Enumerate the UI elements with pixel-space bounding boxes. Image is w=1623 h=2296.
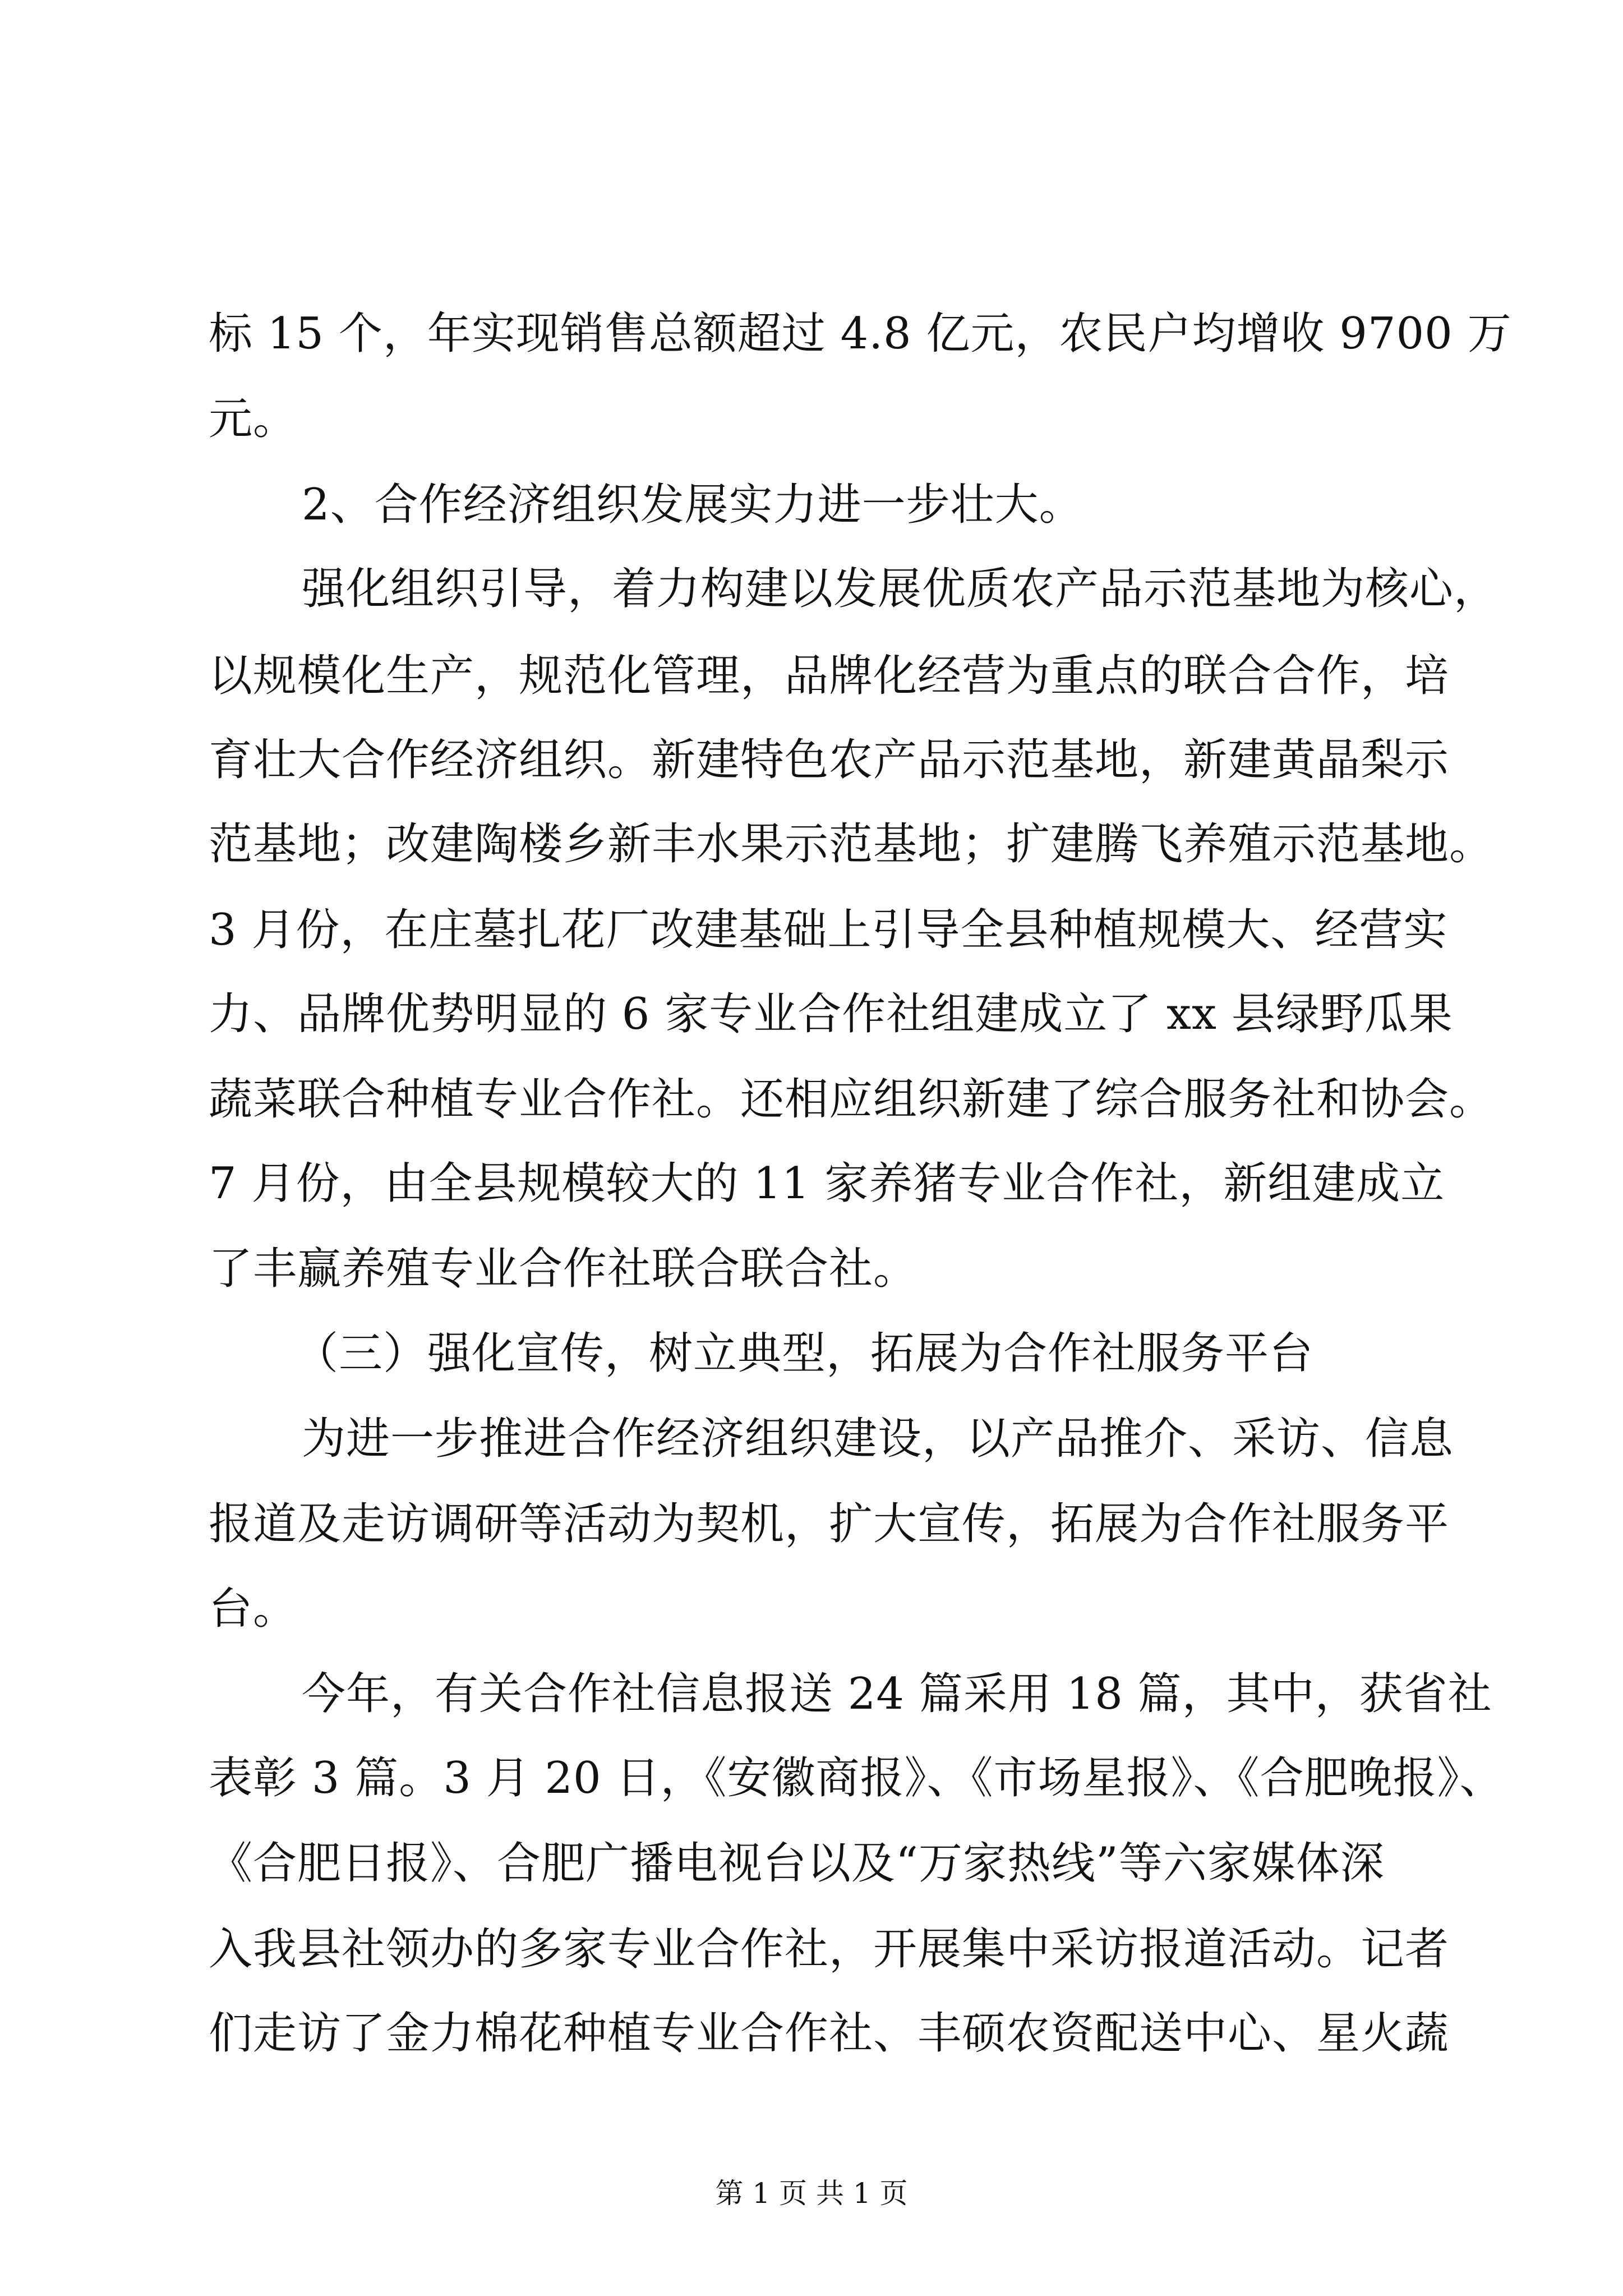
text-line: 表彰 3 篇。3 月 20 日，《安徽商报》、《市场星报》、《合肥晚报》、 (209, 1753, 1504, 1803)
text-line: 7 月份，由全县规模较大的 11 家养猪专业合作社，新组建成立 (209, 1158, 1445, 1209)
text-line: 力、品牌优势明显的 6 家专业合作社组建成立了 xx 县绿野瓜果 (209, 989, 1453, 1039)
text-line: 今年，有关合作社信息报送 24 篇采用 18 篇，其中，获省社 (302, 1669, 1492, 1719)
section-heading: 2、合作经济组织发展实力进一步壮大。 (302, 480, 1083, 530)
text-line: 以规模化生产，规范化管理，品牌化经营为重点的联合合作，培 (209, 651, 1450, 701)
text-line: 范基地；改建陶楼乡新丰水果示范基地；扩建腾飞养殖示范基地。 (209, 819, 1494, 869)
text-line: 3 月份，在庄墓扎花厂改建基础上引导全县种植规模大、经营实 (209, 905, 1448, 955)
text-line: 台。 (209, 1584, 298, 1634)
text-line: 《合肥日报》、合肥广播电视台以及“万家热线”等六家媒体深 (209, 1838, 1385, 1889)
text-line: 入我县社领办的多家专业合作社，开展集中采访报道活动。记者 (209, 1924, 1450, 1975)
text-line: 为进一步推进合作经济组织建设，以产品推介、采访、信息 (302, 1414, 1454, 1464)
section-heading: （三）强化宣传，树立典型，拓展为合作社服务平台 (294, 1328, 1314, 1379)
text-line: 育壮大合作经济组织。新建特色农产品示范基地，新建黄晶梨示 (209, 735, 1450, 785)
page-number-footer: 第 1 页 共 1 页 (715, 2177, 908, 2210)
text-line: 了丰赢养殖专业合作社联合联合社。 (209, 1244, 918, 1294)
text-line: 们走访了金力棉花种植专业合作社、丰硕农资配送中心、星火蔬 (209, 2008, 1450, 2059)
text-line: 报道及走访调研等活动为契机，扩大宣传，拓展为合作社服务平 (209, 1499, 1450, 1549)
text-line: 蔬菜联合种植专业合作社。还相应组织新建了综合服务社和协会。 (209, 1074, 1494, 1125)
text-line: 标 15 个，年实现销售总额超过 4.8 亿元，农民户均增收 9700 万 (209, 309, 1512, 359)
text-line: 元。 (209, 394, 298, 444)
text-line: 强化组织引导，着力构建以发展优质农产品示范基地为核心， (302, 564, 1498, 614)
